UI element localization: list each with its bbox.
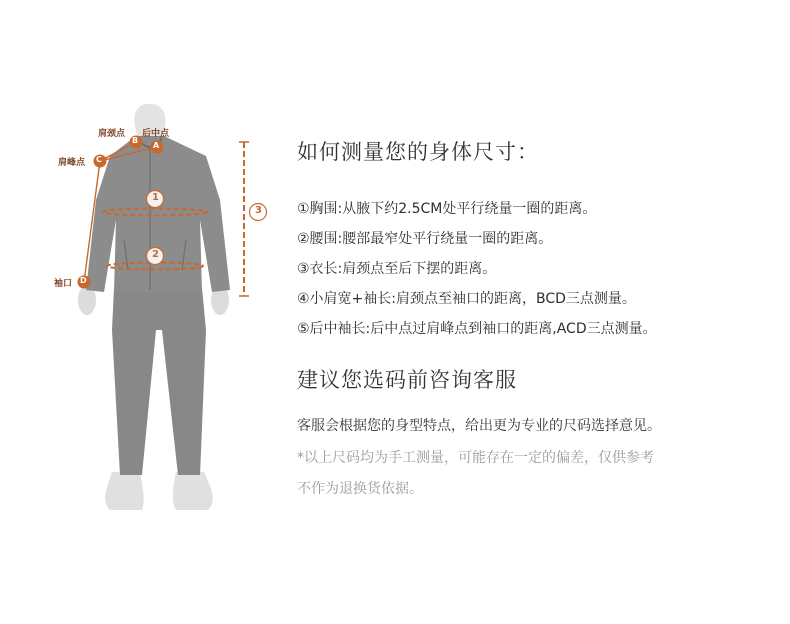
guide-title: 如何测量您的身体尺寸： xyxy=(297,140,539,164)
label-shoulder-peak: 肩峰点 xyxy=(58,158,86,168)
measurement-figure xyxy=(0,0,290,620)
item-waist: ②腰围:腰部最窄处平行绕量一圈的距离。 xyxy=(297,231,553,247)
num2-label: 2 xyxy=(152,249,159,260)
advice-text: 客服会根据您的身型特点，给出更为专业的尺码选择意见。 xyxy=(297,418,661,434)
item-length: ③衣长:肩颈点至后下摆的距离。 xyxy=(297,261,497,277)
label-cuff: 袖口 xyxy=(54,279,73,289)
num3-label: 3 xyxy=(255,205,262,216)
item-chest: ①胸围:从腋下约2.5CM处平行绕量一圈的距离。 xyxy=(297,201,597,217)
body-silhouette xyxy=(0,0,290,620)
num1-label: 1 xyxy=(152,192,159,203)
note-line-2: 不作为退换货依据。 xyxy=(297,481,423,497)
item-back-sleeve: ⑤后中袖长:后中点过肩峰点到袖口的距离,ACD三点测量。 xyxy=(297,321,657,337)
point-b-label: B xyxy=(132,136,139,145)
point-a-label: A xyxy=(153,141,160,150)
point-c-label: C xyxy=(96,155,102,164)
item-shoulder-sleeve: ④小肩宽+袖长:肩颈点至袖口的距离，BCD三点测量。 xyxy=(297,291,636,307)
label-shoulder-neck: 肩颈点 xyxy=(98,129,126,139)
label-back-center: 后中点 xyxy=(142,129,170,139)
advice-title: 建议您选码前咨询客服 xyxy=(297,368,517,392)
point-d-label: D xyxy=(80,276,87,285)
note-line-1: *以上尺码均为手工测量，可能存在一定的偏差，仅供参考 xyxy=(297,450,654,466)
